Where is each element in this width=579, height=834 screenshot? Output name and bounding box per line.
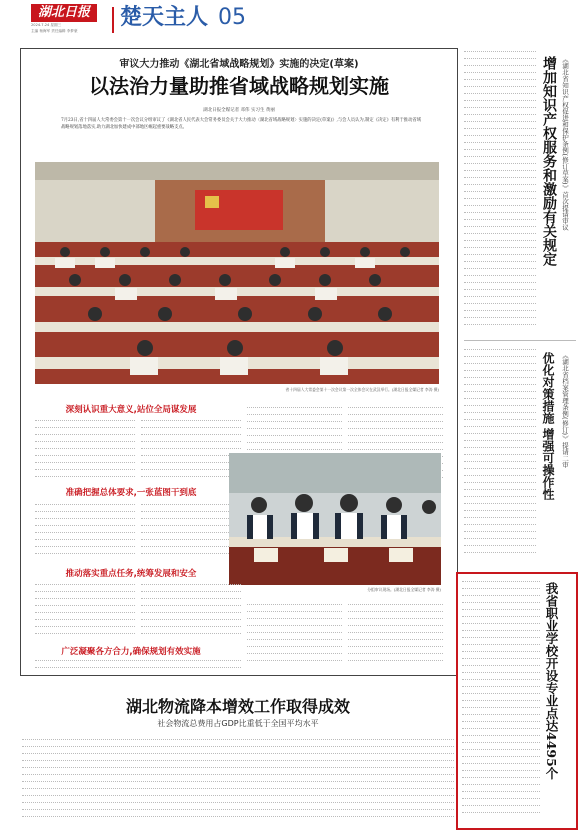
col2b-text — [141, 501, 241, 563]
photo1-caption: 省十四届人大常委会第十一次会议第一次全体会议在武汉举行。(湖北日报全媒记者 李涛 摄) — [285, 387, 439, 392]
masthead-editor: 主编 杨海军 责任编辑 李梦豪 — [31, 29, 78, 33]
right-article2-headline: 优化对策措施 增强可操作性 — [541, 352, 555, 501]
col2-text — [141, 417, 241, 487]
subhead-1: 深刻认识重大意义,站位全局谋发展 — [65, 405, 197, 415]
masthead — [0, 0, 579, 40]
bottom-headline: 湖北物流降本增效工作取得成效 — [125, 697, 350, 716]
masthead-logo: 湖北日报 — [31, 4, 97, 22]
right-article2-text — [464, 346, 536, 568]
right-article3-headline: 我省职业学校开设专业点达4495个 — [544, 582, 559, 780]
col1b-text — [35, 501, 135, 563]
article-kicker: 审议大力推动《湖北省域战略规划》实施的决定(草案) — [119, 59, 359, 70]
plenary-session-photo — [35, 162, 439, 384]
right-article1-text — [464, 48, 536, 338]
article-lead: 7月23日,省十四届人大常委会第十一次会议分组审议了《湖北省人民代表大会常务委员会关于大力推动〈湖北省域战略规划〉实施的决定(草案)》,与会人员认为,制定《决定》有利于推动省域战略规划落地落实,助力湖北加快建成中部地区崛起重要战略支点。 — [61, 118, 421, 130]
col1-text — [35, 417, 135, 487]
right-article3-box — [456, 572, 578, 830]
panel-review-illustration — [229, 453, 441, 585]
photo2-caption: 分组审议现场。(湖北日报全媒记者 李涛 摄) — [367, 587, 441, 592]
article-headline: 以法治力量助推省域战略规划实施 — [89, 74, 389, 98]
col4c-text — [348, 601, 443, 667]
right-article2-kicker: 《湖北省档案管理条例(修订)》提请二审 — [561, 352, 569, 468]
right-article1-headline: 增加知识产权服务和激励有关规定 — [541, 56, 557, 266]
bottom-subhead: 社会物流总费用占GDP比重低于全国平均水平 — [157, 719, 319, 728]
bottom-article — [20, 680, 456, 830]
bottom-text — [22, 736, 454, 828]
page-number: 05 — [218, 5, 246, 30]
article-byline: 湖北日报全媒记者 邓伟 实习生 黄丽 — [203, 108, 275, 113]
subhead-3: 推动落实重点任务,统筹发展和安全 — [65, 569, 197, 579]
subhead-4: 广泛凝聚各方合力,确保规划有效实施 — [61, 647, 201, 657]
right-divider-1 — [464, 340, 576, 341]
right-article3-text — [462, 578, 540, 824]
subhead-2: 准确把握总体要求,一张蓝图干到底 — [65, 488, 197, 498]
masthead-date: 2024.7.24 星期三 — [31, 23, 62, 27]
col2c-text — [141, 581, 241, 643]
section-title: 楚天主人 — [120, 5, 209, 30]
right-column — [464, 48, 576, 832]
col1d-text — [35, 657, 241, 671]
col3c-text — [247, 601, 342, 667]
panel-review-photo — [229, 453, 441, 585]
masthead-divider — [112, 7, 114, 33]
plenary-session-illustration — [35, 162, 439, 384]
col1c-text — [35, 581, 135, 643]
right-article1-kicker: 《湖北省知识产权促进和保护条例(修订草案)》首次提请审议 — [561, 56, 569, 231]
main-article — [20, 48, 458, 676]
